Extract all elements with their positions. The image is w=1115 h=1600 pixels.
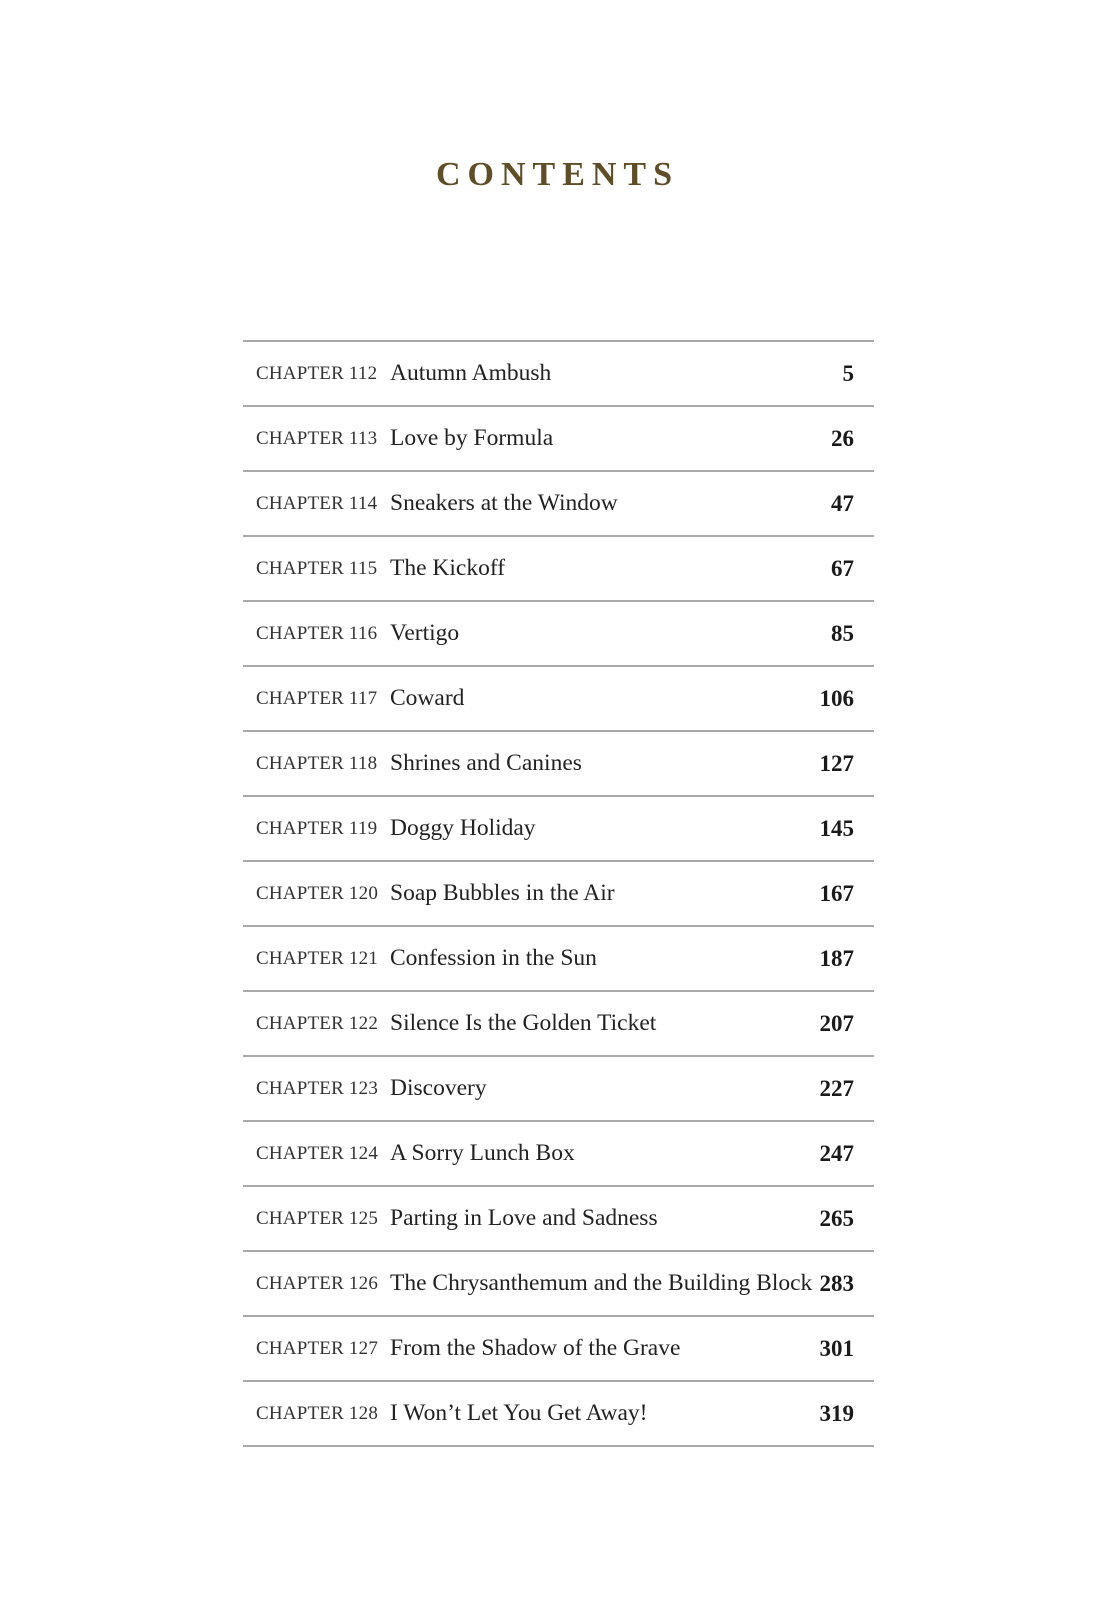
chapter-page-number: 283 [819,1270,854,1296]
chapter-label: CHAPTER 127 [256,1337,379,1359]
chapter-page-number: 207 [819,1010,854,1036]
chapter-page-number: 247 [819,1140,854,1166]
chapter-title: Coward [390,685,465,711]
chapter-label: CHAPTER 116 [256,622,378,644]
toc-row [243,537,874,602]
chapter-page-number: 319 [819,1400,854,1426]
toc-row [243,602,874,667]
chapter-page-number: 26 [831,425,854,451]
chapter-title: Discovery [390,1075,487,1101]
toc-row [243,1317,874,1382]
chapter-label: CHAPTER 114 [256,492,378,514]
chapter-title: A Sorry Lunch Box [390,1140,575,1166]
chapter-label: CHAPTER 120 [256,882,379,904]
chapter-title: Vertigo [390,620,460,646]
toc-row [243,797,874,862]
chapter-title: Autumn Ambush [390,360,552,386]
chapter-page-number: 47 [831,490,854,516]
chapter-title: Doggy Holiday [390,815,536,841]
chapter-title: From the Shadow of the Grave [390,1335,681,1361]
chapter-page-number: 227 [819,1075,854,1101]
toc-row [243,472,874,537]
toc-row [243,927,874,992]
chapter-title: Soap Bubbles in the Air [390,880,615,906]
chapter-label: CHAPTER 124 [256,1142,379,1164]
chapter-page-number: 5 [842,360,854,386]
chapter-title: Love by Formula [390,425,554,451]
chapter-label: CHAPTER 125 [256,1207,379,1229]
toc-row [243,667,874,732]
chapter-page-number: 167 [819,880,854,906]
chapter-page-number: 301 [819,1335,854,1361]
chapter-label: CHAPTER 115 [256,557,378,579]
chapter-page-number: 85 [831,620,854,646]
chapter-title: The Chrysanthemum and the Building Block [390,1270,813,1296]
chapter-title: Shrines and Canines [390,750,582,776]
toc-row [243,992,874,1057]
toc-row [243,342,874,407]
chapter-page-number: 187 [819,945,854,971]
toc-row [243,732,874,797]
toc-row [243,862,874,927]
chapter-page-number: 67 [831,555,854,581]
chapter-title: I Won’t Let You Get Away! [390,1400,648,1426]
chapter-label: CHAPTER 123 [256,1077,379,1099]
chapter-title: Parting in Love and Sadness [390,1205,658,1231]
chapter-page-number: 106 [819,685,854,711]
chapter-label: CHAPTER 128 [256,1402,379,1424]
toc-row [243,1252,874,1317]
chapter-page-number: 265 [819,1205,854,1231]
chapter-title: Confession in the Sun [390,945,597,971]
chapter-title: Silence Is the Golden Ticket [390,1010,657,1036]
chapter-title: Sneakers at the Window [390,490,618,516]
chapter-page-number: 145 [819,815,854,841]
toc-row [243,1187,874,1252]
table-of-contents [243,340,874,1447]
chapter-page-number: 127 [819,750,854,776]
toc-row [243,1382,874,1447]
page-title: CONTENTS [435,156,680,193]
chapter-label: CHAPTER 118 [256,752,378,774]
chapter-label: CHAPTER 126 [256,1272,379,1294]
chapter-label: CHAPTER 119 [256,817,378,839]
chapter-label: CHAPTER 117 [256,687,378,709]
toc-row [243,1122,874,1187]
toc-row [243,407,874,472]
chapter-label: CHAPTER 113 [256,427,378,449]
chapter-title: The Kickoff [390,555,506,581]
chapter-label: CHAPTER 112 [256,362,378,384]
toc-row [243,1057,874,1122]
chapter-label: CHAPTER 122 [256,1012,379,1034]
chapter-label: CHAPTER 121 [256,947,379,969]
